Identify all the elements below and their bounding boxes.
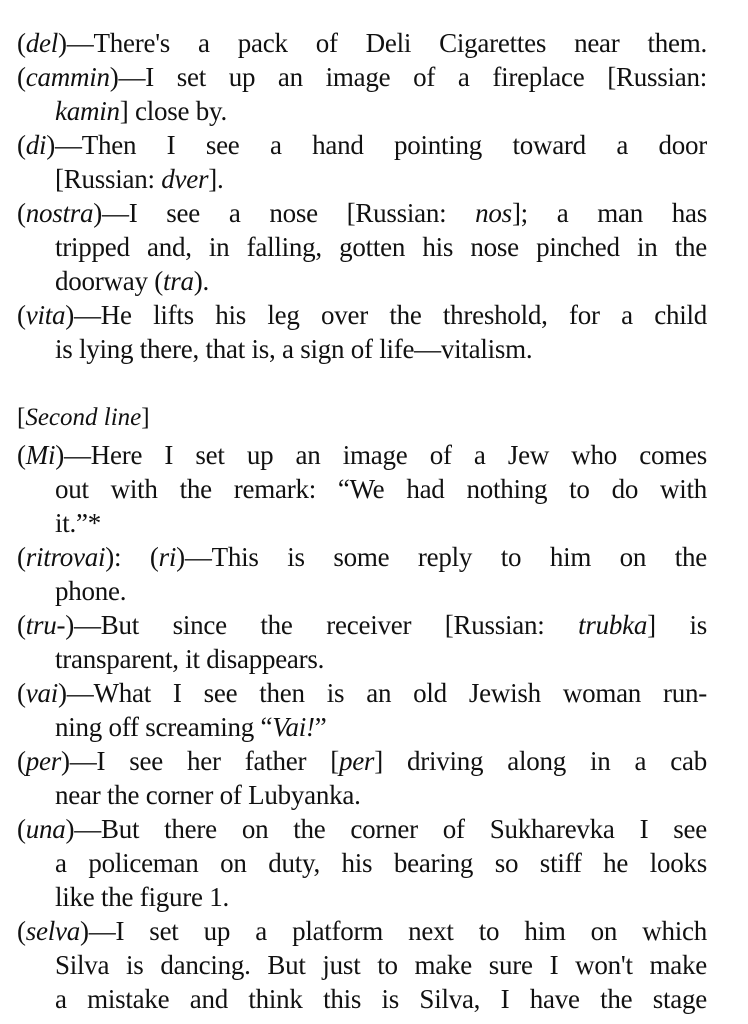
entry-line: (cammin)—I set up an image of a fireplace [Russian: — [17, 62, 707, 92]
entry-line: (vita)—He lifts his leg over the threshold, for a child — [17, 300, 707, 330]
entry-line: out with the remark: “We had nothing to do with — [55, 474, 707, 504]
first-entry-3 — [17, 128, 707, 196]
entry-line: is lying there, that is, a sign of life—vitalism. — [55, 334, 533, 364]
entry-line: (del)—There's a pack of Deli Cigarettes near them. — [17, 28, 707, 58]
entry-line: [Russian: dver]. — [55, 164, 224, 194]
section-heading — [17, 403, 150, 433]
entry-line: (di)—Then I see a hand pointing toward a door — [17, 130, 707, 160]
entry-line: Silva is dancing. But just to make sure I won't make — [55, 950, 707, 980]
entry-line: like the figure 1. — [55, 882, 229, 912]
entry-line: ning off screaming “Vai!” — [55, 712, 327, 742]
second-entry-6 — [17, 812, 707, 914]
entry-line: a mistake and think this is Silva, I have the stage — [55, 984, 707, 1014]
second-entry-4 — [17, 676, 707, 744]
entry-line: (Mi)—Here I set up an image of a Jew who comes — [17, 440, 707, 470]
entry-line: a policeman on duty, his bearing so stiff he looks — [55, 848, 707, 878]
first-entry-5 — [17, 298, 707, 366]
second-entry-7 — [17, 914, 707, 1016]
entry-line: (vai)—What I see then is an old Jewish woman run- — [17, 678, 707, 708]
heading-open-bracket: [ — [17, 404, 26, 431]
entry-line: (una)—But there on the corner of Sukharevka I see — [17, 814, 707, 844]
first-entry-2 — [17, 60, 707, 128]
entry-line: near the corner of Lubyanka. — [55, 780, 361, 810]
entry-line: it.”* — [55, 508, 101, 538]
second-entry-1 — [17, 438, 707, 540]
entry-line: kamin] close by. — [55, 96, 227, 126]
second-entry-2 — [17, 540, 707, 608]
entry-line: (nostra)—I see a nose [Russian: nos]; a man has — [17, 198, 708, 228]
heading-close-bracket: ] — [141, 404, 150, 431]
first-entry-4 — [17, 196, 707, 298]
entry-line: transparent, it disappears. — [55, 644, 325, 674]
entry-line: (selva)—I set up a platform next to him on which — [17, 916, 707, 946]
entry-line: (per)—I see her father [per] driving along in a cab — [17, 746, 707, 776]
second-entry-5 — [17, 744, 707, 812]
entry-line: tripped and, in falling, gotten his nose pinched in the — [55, 232, 707, 262]
entry-line: (tru-)—But since the receiver [Russian: trubka] is — [17, 610, 708, 640]
entry-line: phone. — [55, 576, 127, 606]
entry-line: doorway (tra). — [55, 266, 209, 296]
entry-line: (ritrovai): (ri)—This is some reply to him on the — [17, 542, 708, 572]
heading-text: Second line — [25, 404, 142, 431]
first-entry-1 — [17, 26, 707, 60]
second-entry-3 — [17, 608, 707, 676]
